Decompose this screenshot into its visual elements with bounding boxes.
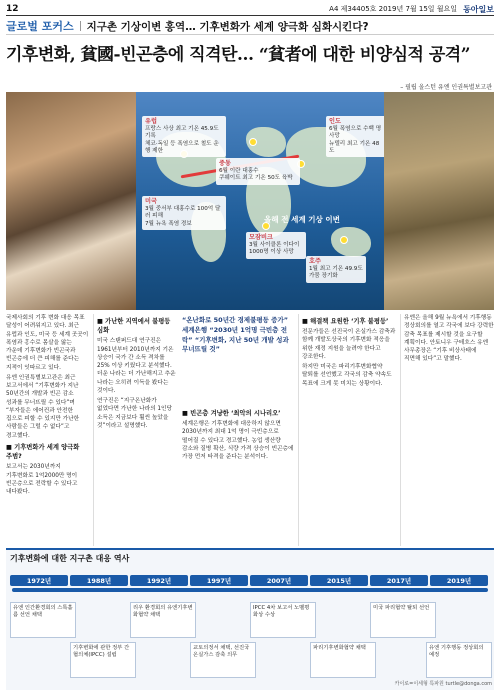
headline-attribution: – 필립 올스턴 유엔 인권특별보고관 [400,84,492,91]
pull-quote: “온난화로 50년간 경제불평등 증가” 세계은행 “2030년 1억명 극빈층 전락” “기후변화, 지난 50년 개발 성과 무너뜨릴 것” [182,316,289,354]
callout-mozambique: 모잠비크 3월 사이클론 이다이 1000명 이상 사망 [246,232,306,259]
column-4: ■ 해결책 요원한 ‘기후 불평등’ 전문가들은 선진국이 온실가스 감축과 함께 개발도상국의 기후변화 적응을 위한 재정 지원을 늘려야 한다고 강조한다. 하지만 미국은 파리기후변화협약 탈퇴를 선언했고 각국의 감축 약속도 목표에 크게 못 미치는 상황이다. [302,318,396,387]
timeline-year: 2017년 [370,575,428,586]
column-separator [400,314,401,546]
continent-australia [331,227,371,257]
photo-flood-family [384,92,494,310]
article-body [6,314,494,546]
section-label: 글로벌 포커스 [6,20,74,33]
timeline-year: 1972년 [10,575,68,586]
callout-australia: 호주 1월 최고 기온 49.9도 가뭄 장기화 [306,256,366,283]
timeline-event: 리우 환경회의 유엔기후변화협약 채택 [130,602,196,638]
timeline-event: 유엔 기후행동 정상회의 예정 [426,642,492,678]
timeline-infographic [6,548,494,690]
timeline-year: 2015년 [310,575,368,586]
timeline-event: 교토의정서 채택, 선진국 온실가스 감축 의무 [190,642,256,678]
column-3: ■ 빈곤층 겨냥한 ‘최악의 시나리오’ 세계은행은 기후변화에 대응하지 않으면 2030년까지 최대 1억 명이 극빈층으로 떨어질 수 있다고 경고했다. 농업 생산량 감소와 질병 확산, 식량 가격 상승이 빈곤층에 가장 먼저 타격을 준다는 분석이다. [182,410,294,461]
article-headline: 기후변화, 貧國-빈곤층에 직격탄… “貧者에 대한 비양심적 공격” [6,45,470,65]
section-title: 지구촌 기상이변 홍역… 기후변화가 세계 양극화 심화시킨다? [86,20,369,33]
timeline-year: 2019년 [430,575,488,586]
timeline-event: 파리기후변화협약 채택 [310,642,376,678]
timeline-event: IPCC 4차 보고서 노벨평화상 수상 [250,602,316,638]
timeline-axis [12,588,488,592]
column-5: 유엔은 올해 9월 뉴욕에서 기후행동 정상회의를 열고 각국에 보다 강력한 감축 목표를 제시할 것을 요구할 계획이다. 안토니우 구테흐스 유엔 사무총장은 “기후 비상사태에 직면해 있다”고 말했다. [404,315,494,363]
column-1: 국제사회의 기후 변화 대응 목표 달성이 어려워지고 있다. 최근 유럽과 인도, 미국 등 세계 곳곳이 폭염과 홍수로 몸살을 앓는 가운데 기후변화가 빈곤국과 빈곤층에 더 큰 피해를 준다는 지적이 잇따르고 있다. 유엔 인권특별보고관은 최근 보고서에서 “기후변화가 지난 50년간의 개발과 빈곤 감소 성과를 무너뜨릴 수 있다”며 “부자들은 에어컨과 안전한 집으로 피할 수 있지만 가난한 사람들은 그럴 수 없다”고 경고했다. ■ 기후변화가 세계 양극화 주범? 보고서는 2030년까지 기후변화로 1억2000만 명이 빈곤층으로 전락할 수 있다고 내다봤다. [6,315,89,496]
timeline-event: 유엔 인간환경회의 스톡홀름 선언 채택 [10,602,76,638]
page-header [6,3,494,16]
timeline-year: 1988년 [70,575,128,586]
reporter-credit: 카이로=이세형 특파원 turtle@donga.com [394,681,492,687]
callout-india: 인도 6월 폭염으로 수백 명 사망 뉴델리 최고 기온 48도 [326,116,386,157]
timeline-year: 1992년 [130,575,188,586]
photo-heatwave-man [6,92,136,310]
brand-logo: 동아일보 [463,4,494,14]
page-number: 12 [6,4,19,14]
callout-usa: 미국 3월 중서부 대홍수로 100억 달러 피해 7월 뉴욕 폭염 경보 [142,196,226,230]
callout-europe: 유럽 프랑스 사상 최고 기온 45.9도 기록 체코·독일 등 폭염으로 철도 운행 제한 [142,116,226,157]
section-divider [80,21,81,31]
timeline-title: 기후변화에 대한 지구촌 대응 역사 [10,554,130,563]
column-2: ■ 가난한 지역에서 불평등 심화 미국 스탠퍼드대 연구진은 1961년부터 2010년까지 기온 상승이 국가 간 소득 격차를 25% 이상 키웠다고 분석했다. 더운 나라는 더 가난해지고 추운 나라는 오히려 이득을 봤다는 것이다. 연구진은 “지구온난화가 없었다면 가난한 나라의 1인당 소득은 지금보다 훨씬 높았을 것”이라고 설명했다. [97,318,176,429]
marker-australia [340,236,348,244]
column-separator [93,314,94,546]
section-bar [6,18,494,35]
timeline-year: 2007년 [250,575,308,586]
header-meta [329,4,494,15]
marker-europe [249,138,257,146]
callout-middle-east: 중동 6월 이란 대홍수 쿠웨이트 최고 기온 50도 육박 [216,158,300,185]
map-title: 올해 전 세계 기상 이변 [264,215,340,224]
timeline-year: 1997년 [190,575,248,586]
issue-date: A4 제34405호 2019년 7월 15일 월요일 [329,5,458,13]
timeline-event: 미국 파리협약 탈퇴 선언 [370,602,436,638]
column-separator [298,314,299,546]
timeline-event: 기후변화에 관한 정부 간 협의체(IPCC) 설립 [70,642,136,678]
